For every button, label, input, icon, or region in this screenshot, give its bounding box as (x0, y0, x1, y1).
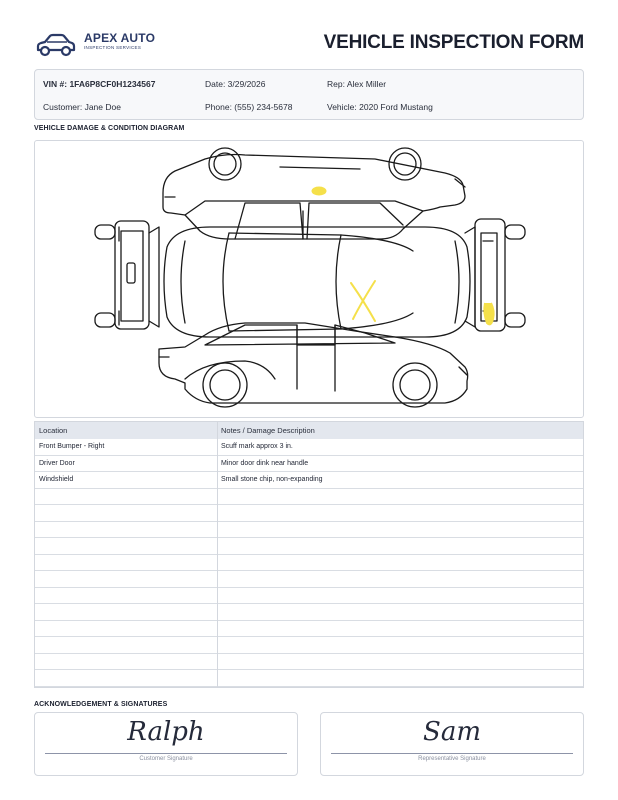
vehicle-outline-diagram (35, 141, 584, 418)
page-header (34, 30, 584, 62)
cell-notes: Minor door dink near handle (221, 459, 309, 467)
damage-cross-mark (351, 281, 375, 321)
representative-signature: Sam (423, 717, 481, 747)
table-row[interactable] (35, 588, 583, 605)
cell-location: Windshield (39, 476, 74, 483)
company-tagline: INSPECTION SERVICES (84, 45, 142, 50)
column-divider (217, 422, 218, 687)
signature-line (45, 753, 287, 754)
car-side-view-bottom (159, 323, 468, 407)
cell-location: Front Bumper - Right (39, 443, 105, 450)
customer-signature: Ralph (127, 717, 205, 747)
cell-notes: Scuff mark approx 3 in. (221, 443, 293, 450)
table-row[interactable] (35, 439, 583, 456)
table-row[interactable] (35, 654, 583, 671)
company-name: APEX AUTO (84, 31, 156, 45)
table-row[interactable] (35, 604, 583, 621)
car-rear-view (465, 219, 525, 331)
representative-signature-label: Representative Signature (418, 756, 486, 762)
car-logo-icon (34, 32, 76, 58)
table-row[interactable] (35, 670, 583, 687)
company-logo (34, 30, 194, 60)
cell-location: Driver Door (39, 459, 75, 467)
diagram-section-label: VEHICLE DAMAGE & CONDITION DIAGRAM (34, 125, 185, 132)
signature-line (331, 753, 573, 754)
column-header-location: Location (39, 426, 68, 435)
vehicle-field: Vehicle: 2020 Ford Mustang (327, 102, 433, 112)
damage-dot-mark (312, 187, 326, 195)
table-row[interactable] (35, 555, 583, 572)
table-row[interactable] (35, 505, 583, 522)
table-header (35, 422, 583, 439)
damage-marks (312, 187, 494, 324)
damage-scribble-mark (484, 303, 493, 324)
representative-signature-box[interactable] (320, 712, 584, 776)
column-header-notes: Notes / Damage Description (221, 426, 315, 435)
damage-diagram[interactable] (34, 140, 584, 418)
cell-notes: Small stone chip, non-expanding (221, 476, 323, 483)
rep-field: Rep: Alex Miller (327, 79, 387, 89)
vin-field: VIN #: 1FA6P8CF0H1234567 (43, 79, 156, 89)
vehicle-info-panel (34, 69, 584, 120)
phone-field: Phone: (555) 234-5678 (205, 102, 293, 112)
table-row[interactable] (35, 472, 583, 489)
car-top-view (164, 227, 470, 337)
damage-notes-table (34, 421, 584, 688)
table-row[interactable] (35, 456, 583, 473)
table-row[interactable] (35, 571, 583, 588)
car-front-view (95, 221, 159, 329)
table-row[interactable] (35, 621, 583, 638)
table-row[interactable] (35, 637, 583, 654)
table-row[interactable] (35, 522, 583, 539)
date-field: Date: 3/29/2026 (205, 79, 266, 89)
customer-field: Customer: Jane Doe (43, 102, 121, 112)
table-row[interactable] (35, 538, 583, 555)
customer-signature-box[interactable] (34, 712, 298, 776)
table-row[interactable] (35, 489, 583, 506)
signatures-section-label: ACKNOWLEDGEMENT & SIGNATURES (34, 701, 168, 708)
customer-signature-label: Customer Signature (139, 756, 193, 762)
page-title: VEHICLE INSPECTION FORM (323, 32, 584, 53)
